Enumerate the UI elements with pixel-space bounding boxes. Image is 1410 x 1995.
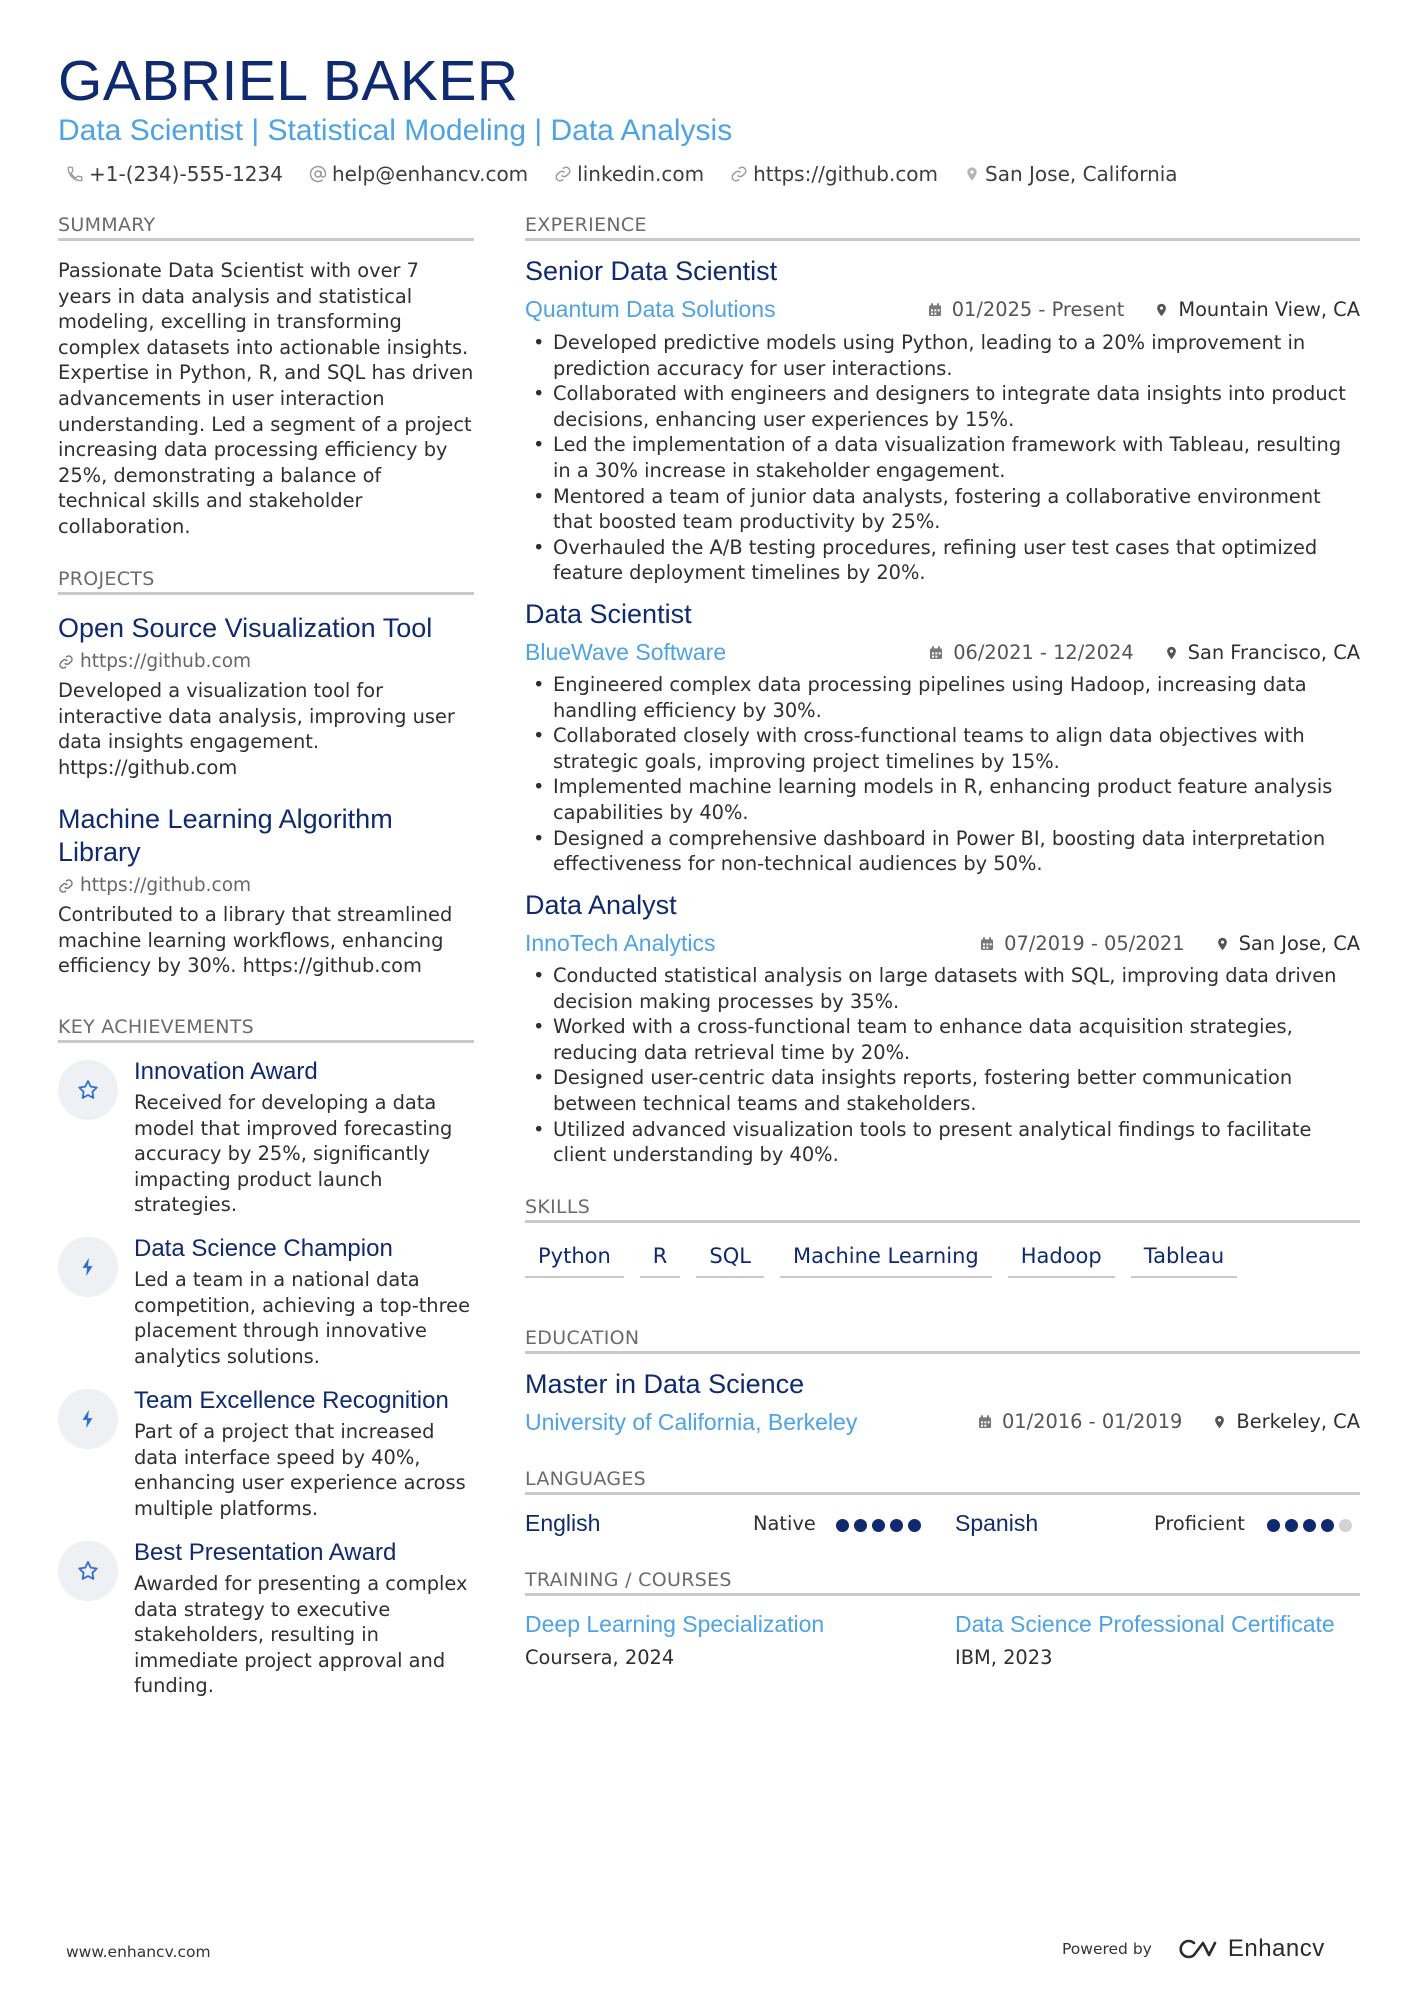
skill-tag: SQL — [696, 1238, 764, 1278]
education-rule — [525, 1351, 1360, 1354]
achievement-title: Best Presentation Award — [134, 1539, 397, 1566]
job-location: Mountain View, CA — [1178, 298, 1360, 321]
rating-dot — [872, 1519, 885, 1532]
calendar-icon — [979, 935, 995, 953]
enhancv-logo-icon — [1174, 1937, 1220, 1961]
project-link[interactable] — [58, 651, 474, 672]
project-title: Machine Learning Algorithm Library — [58, 804, 393, 867]
summary-heading: SUMMARY — [58, 214, 156, 236]
language-rating — [836, 1519, 926, 1532]
languages-rule — [525, 1492, 1360, 1495]
languages-heading: LANGUAGES — [525, 1468, 647, 1490]
job-company: Quantum Data Solutions — [525, 296, 776, 322]
list-item: • Conducted statistical analysis on large datasets with SQL, improving data driven decision making processes by 35%. — [525, 963, 1360, 1014]
project-desc: Contributed to a library that streamlined machine learning workflows, enhancing efficiency by 30%. https://github.com — [58, 903, 453, 978]
location-text: San Jose, California — [985, 162, 1178, 186]
language-name: English — [525, 1510, 601, 1536]
job-bullets — [525, 672, 1360, 877]
map-pin-icon — [964, 165, 980, 183]
achievement-title: Team Excellence Recognition — [134, 1387, 449, 1414]
rating-dot — [836, 1519, 849, 1532]
footer-branding — [1062, 1935, 1325, 1963]
list-item: • Overhauled the A/B testing procedures, refining user test cases that optimized feature deployment timelines by 20%. — [525, 535, 1360, 586]
language-level: Proficient — [1154, 1512, 1245, 1535]
achievement-title: Data Science Champion — [134, 1235, 393, 1262]
course-title: Deep Learning Specialization — [525, 1611, 825, 1637]
list-item: • Collaborated with engineers and designers to integrate data insights into product decisions, enhancing user experiences by 15%. — [525, 381, 1360, 432]
job-bullets — [525, 330, 1360, 586]
skills-list — [525, 1238, 1253, 1278]
project-desc: Developed a visualization tool for interactive data analysis, improving user data insights engagement. https://github.com — [58, 679, 455, 779]
job-dates: 07/2019 - 05/2021 — [1004, 932, 1185, 955]
job-company: BlueWave Software — [525, 639, 727, 665]
rating-dot — [1321, 1519, 1334, 1532]
achievement-desc: Received for developing a data model that improved forecasting accuracy by 25%, significantly impacting product launch strategies. — [134, 1091, 453, 1217]
job-title: Data Analyst — [525, 890, 677, 920]
course-title: Data Science Professional Certificate — [955, 1611, 1335, 1637]
job-bullets — [525, 963, 1360, 1168]
map-pin-icon — [1154, 301, 1169, 319]
footer-website[interactable]: www.enhancv.com — [66, 1943, 211, 1961]
phone-icon — [66, 165, 84, 183]
skill-tag: Machine Learning — [780, 1238, 992, 1278]
list-item: • Mentored a team of junior data analysts, fostering a collaborative environment that boosted team productivity by 25%. — [525, 484, 1360, 535]
education-heading: EDUCATION — [525, 1327, 640, 1349]
brand-name: Enhancv — [1227, 1935, 1325, 1962]
education-school: University of California, Berkeley — [525, 1409, 858, 1435]
summary-rule — [58, 238, 474, 241]
skill-tag: Tableau — [1131, 1238, 1237, 1278]
job-dates: 06/2021 - 12/2024 — [953, 641, 1134, 664]
education-dates: 01/2016 - 01/2019 — [1001, 1410, 1183, 1433]
rating-dot — [1303, 1519, 1316, 1532]
job-company: InnoTech Analytics — [525, 930, 716, 956]
achievements-heading: KEY ACHIEVEMENTS — [58, 1016, 255, 1038]
star-icon — [76, 1559, 100, 1583]
email-text: help@enhancv.com — [331, 162, 529, 186]
list-item: • Worked with a cross-functional team to enhance data acquisition strategies, reducing data retrieval time by 20%. — [525, 1014, 1360, 1065]
calendar-icon — [977, 1413, 993, 1431]
job-title: Senior Data Scientist — [525, 256, 778, 286]
calendar-icon — [928, 644, 944, 662]
github-text: https://github.com — [753, 162, 939, 186]
education-meta — [977, 1410, 1360, 1433]
contact-location — [964, 162, 1178, 186]
education-location: Berkeley, CA — [1236, 1410, 1360, 1433]
calendar-icon — [927, 301, 943, 319]
list-item: • Led the implementation of a data visualization framework with Tableau, resulting in a 30% increase in stakeholder engagement. — [525, 432, 1360, 483]
project-link-text: https://github.com — [80, 651, 252, 672]
job-location: San Francisco, CA — [1187, 641, 1360, 664]
contact-linkedin[interactable] — [554, 162, 704, 186]
rating-dot — [854, 1519, 867, 1532]
contact-email[interactable] — [309, 162, 528, 186]
project-item — [58, 803, 474, 979]
rating-dot — [890, 1519, 903, 1532]
link-icon — [58, 878, 74, 894]
at-icon — [309, 165, 327, 183]
achievement-desc: Part of a project that increased data interface speed by 40%, enhancing user experience across multiple platforms. — [134, 1420, 466, 1520]
map-pin-icon — [1215, 935, 1230, 953]
skills-rule — [525, 1220, 1360, 1223]
map-pin-icon — [1164, 644, 1179, 662]
language-name: Spanish — [955, 1510, 1039, 1536]
language-level: Native — [753, 1512, 816, 1535]
project-title: Open Source Visualization Tool — [58, 613, 433, 643]
skills-heading: SKILLS — [525, 1196, 591, 1218]
list-item: • Developed predictive models using Python, leading to a 20% improvement in prediction accuracy for user interactions. — [525, 330, 1360, 381]
list-item: • Engineered complex data processing pipelines using Hadoop, increasing data handling efficiency by 30%. — [525, 672, 1360, 723]
summary-text: Passionate Data Scientist with over 7 years in data analysis and statistical modeling, excelling in transforming complex datasets into actionable insights. Expertise in Python, R, and SQL has driven advancements in user interaction understanding. Led a segment of a project increasing data processing efficiency by 25%, demonstrating a balance of technical skills and stakeholder collaboration. — [58, 259, 474, 538]
skill-tag: R — [640, 1238, 681, 1278]
projects-rule — [58, 592, 474, 595]
project-link-text: https://github.com — [80, 875, 252, 896]
job-meta — [927, 298, 1360, 321]
contact-github[interactable] — [730, 162, 938, 186]
achievement-title: Innovation Award — [134, 1058, 318, 1085]
rating-dot — [1285, 1519, 1298, 1532]
experience-heading: EXPERIENCE — [525, 214, 647, 236]
rating-dot — [1267, 1519, 1280, 1532]
skill-tag: Hadoop — [1008, 1238, 1115, 1278]
phone-text: +1-(234)-555-1234 — [89, 162, 283, 186]
list-item: • Designed a comprehensive dashboard in Power BI, boosting data interpretation effectiveness for non-technical audiences by 50%. — [525, 826, 1360, 877]
training-heading: TRAINING / COURSES — [525, 1569, 732, 1591]
language-rating — [1267, 1519, 1357, 1532]
rating-dot — [1339, 1519, 1352, 1532]
star-icon — [76, 1078, 100, 1102]
course-provider: Coursera, 2024 — [525, 1646, 675, 1669]
job-location: San Jose, CA — [1238, 932, 1360, 955]
achievement-desc: Led a team in a national data competition, achieving a top-three placement through innovative analytics solutions. — [134, 1268, 471, 1368]
job-meta — [979, 932, 1360, 955]
contact-phone[interactable] — [66, 162, 283, 186]
job-title: Data Scientist — [525, 599, 692, 629]
experience-rule — [525, 238, 1360, 241]
skill-tag: Python — [525, 1238, 624, 1278]
link-icon — [554, 165, 572, 183]
project-link[interactable] — [58, 875, 474, 896]
candidate-headline: Data Scientist | Statistical Modeling | Data Analysis — [58, 114, 733, 147]
achievements-rule — [58, 1040, 474, 1043]
map-pin-icon — [1212, 1413, 1227, 1431]
achievement-desc: Awarded for presenting a complex data strategy to executive stakeholders, resulting in immediate project approval and funding. — [134, 1572, 468, 1698]
course-provider: IBM, 2023 — [955, 1646, 1053, 1669]
bolt-icon — [77, 1408, 99, 1430]
candidate-name: GABRIEL BAKER — [58, 49, 519, 113]
job-dates: 01/2025 - Present — [951, 298, 1125, 321]
project-item — [58, 612, 474, 780]
link-icon — [730, 165, 748, 183]
list-item: • Implemented machine learning models in R, enhancing product feature analysis capabilities by 40%. — [525, 774, 1360, 825]
job-meta — [928, 641, 1360, 664]
training-rule — [525, 1593, 1360, 1596]
rating-dot — [908, 1519, 921, 1532]
education-degree: Master in Data Science — [525, 1369, 805, 1399]
list-item: • Designed user-centric data insights reports, fostering better communication between technical teams and stakeholders. — [525, 1065, 1360, 1116]
linkedin-text: linkedin.com — [577, 162, 705, 186]
list-item: • Utilized advanced visualization tools to present analytical findings to facilitate client understanding by 40%. — [525, 1117, 1360, 1168]
link-icon — [58, 654, 74, 670]
contact-bar — [66, 162, 1204, 186]
projects-heading: PROJECTS — [58, 568, 155, 590]
bolt-icon — [77, 1256, 99, 1278]
powered-by-text: Powered by — [1062, 1940, 1152, 1958]
list-item: • Collaborated closely with cross-functional teams to align data objectives with strategic goals, improving project timelines by 15%. — [525, 723, 1360, 774]
